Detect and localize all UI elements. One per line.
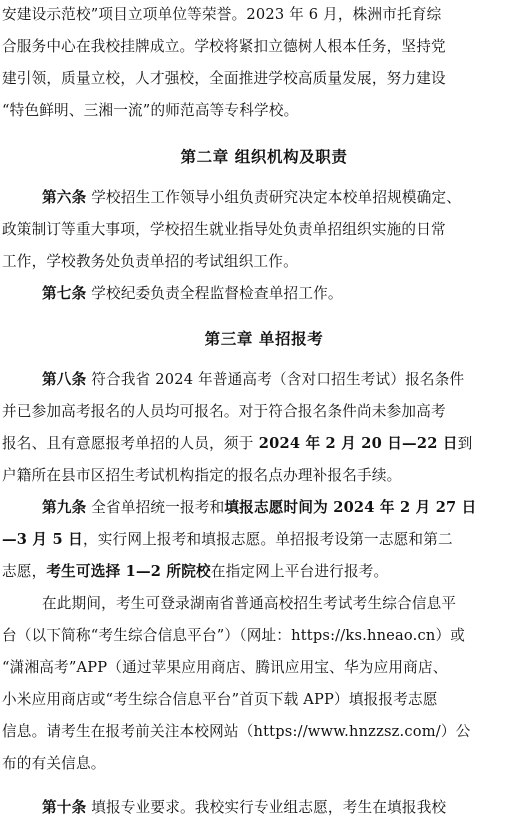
article-6-label: 第六条 <box>42 189 87 206</box>
article-7-label: 第七条 <box>42 285 87 302</box>
article-7-text-1: 学校纪委负责全程监督检查单招工作。 <box>86 285 343 302</box>
article-10-label: 第十条 <box>42 799 87 816</box>
article-9-line-2 <box>2 528 528 552</box>
article-6-text-1: 学校招生工作领导小组负责研究决定本校单招规模确定、 <box>86 189 462 206</box>
article-9-line-1 <box>42 496 528 520</box>
article-9-text-3c: 在指定网上平台进行报考。 <box>210 563 389 580</box>
article-8-line-1 <box>42 368 528 392</box>
article-6-line-3: 工作，学校教务处负责单招的考试组织工作。 <box>2 253 298 270</box>
article-8-line-2: 并已参加高考报名的人员均可报名。对于符合报名条件尚未参加高考 <box>2 403 446 420</box>
chapter-2-heading: 第二章 组织机构及职责 <box>180 147 348 166</box>
period-line-1: 在此期间，考生可登录湖南省普通高校招生考试考生综合信息平 <box>42 595 457 612</box>
article-8-label: 第八条 <box>42 371 87 388</box>
article-9-school-choice: 考生可选择 1—2 所院校 <box>46 563 211 580</box>
article-8-line-3 <box>2 432 528 456</box>
article-8-text-1: 符合我省 2024 年普通高考（含对口招生考试）报名条件 <box>86 371 465 388</box>
article-9-text-1a: 全省单招统一报考和 <box>86 499 225 516</box>
intro-line-2: 合服务中心在我校挂牌成立。学校将紧扣立德树人根本任务，坚持党 <box>2 38 446 55</box>
intro-line-3: 建引领，质量立校，人才强校，全面推进学校高质量发展，努力建设 <box>2 70 446 87</box>
article-10-line-1 <box>42 796 528 820</box>
article-8-line-4: 户籍所在县市区招生考试机构指定的报名点办理补报名手续。 <box>2 467 402 484</box>
article-9-date-start: 填报志愿时间为 2024 年 2 月 27 日 <box>224 499 477 516</box>
article-6-line-1 <box>42 186 528 210</box>
article-6-line-2: 政策制订等重大事项，学校招生就业指导处负责单招组织实施的日常 <box>2 221 446 238</box>
chapter-3-heading: 第三章 单招报考 <box>204 329 324 348</box>
article-8-text-3c: 到 <box>457 435 473 452</box>
article-9-text-2b: ，实行网上报考和填报志愿。单招报考设第一志愿和第二 <box>82 531 453 548</box>
period-line-2: 台（以下简称“考生综合信息平台”）（网址：https://ks.hneao.cn）或 <box>2 627 466 644</box>
article-10-text-1: 填报专业要求。我校实行专业组志愿，考生在填报我校 <box>86 799 447 816</box>
article-8-text-3a: 报名、且有意愿报考单招的人员，须于 <box>2 435 254 452</box>
article-9-text-3a: 志愿， <box>2 563 47 580</box>
article-8-date-range: 2024 年 2 月 20 日—22 日 <box>253 435 458 452</box>
article-9-line-3 <box>2 560 528 584</box>
period-line-6: 布的有关信息。 <box>2 755 106 772</box>
article-9-date-end: —3 月 5 日 <box>2 531 83 548</box>
intro-line-4: “特色鲜明、三湘一流”的师范高等专科学校。 <box>2 102 299 119</box>
article-7-line-1 <box>42 282 528 306</box>
period-line-3: “潇湘高考”APP（通过苹果应用商店、腾讯应用宝、华为应用商店、 <box>2 659 448 676</box>
article-9-label: 第九条 <box>42 499 87 516</box>
period-line-4: 小米应用商店或“考生综合信息平台”首页下载 APP）填报报考志愿 <box>2 691 438 708</box>
period-line-5: 信息。请考生在报考前关注本校网站（https://www.hnzzsz.com/）公 <box>2 723 471 740</box>
intro-line-1: 安建设示范校”项目立项单位等荣誉。2023 年 6 月，株洲市托育综 <box>2 6 442 23</box>
